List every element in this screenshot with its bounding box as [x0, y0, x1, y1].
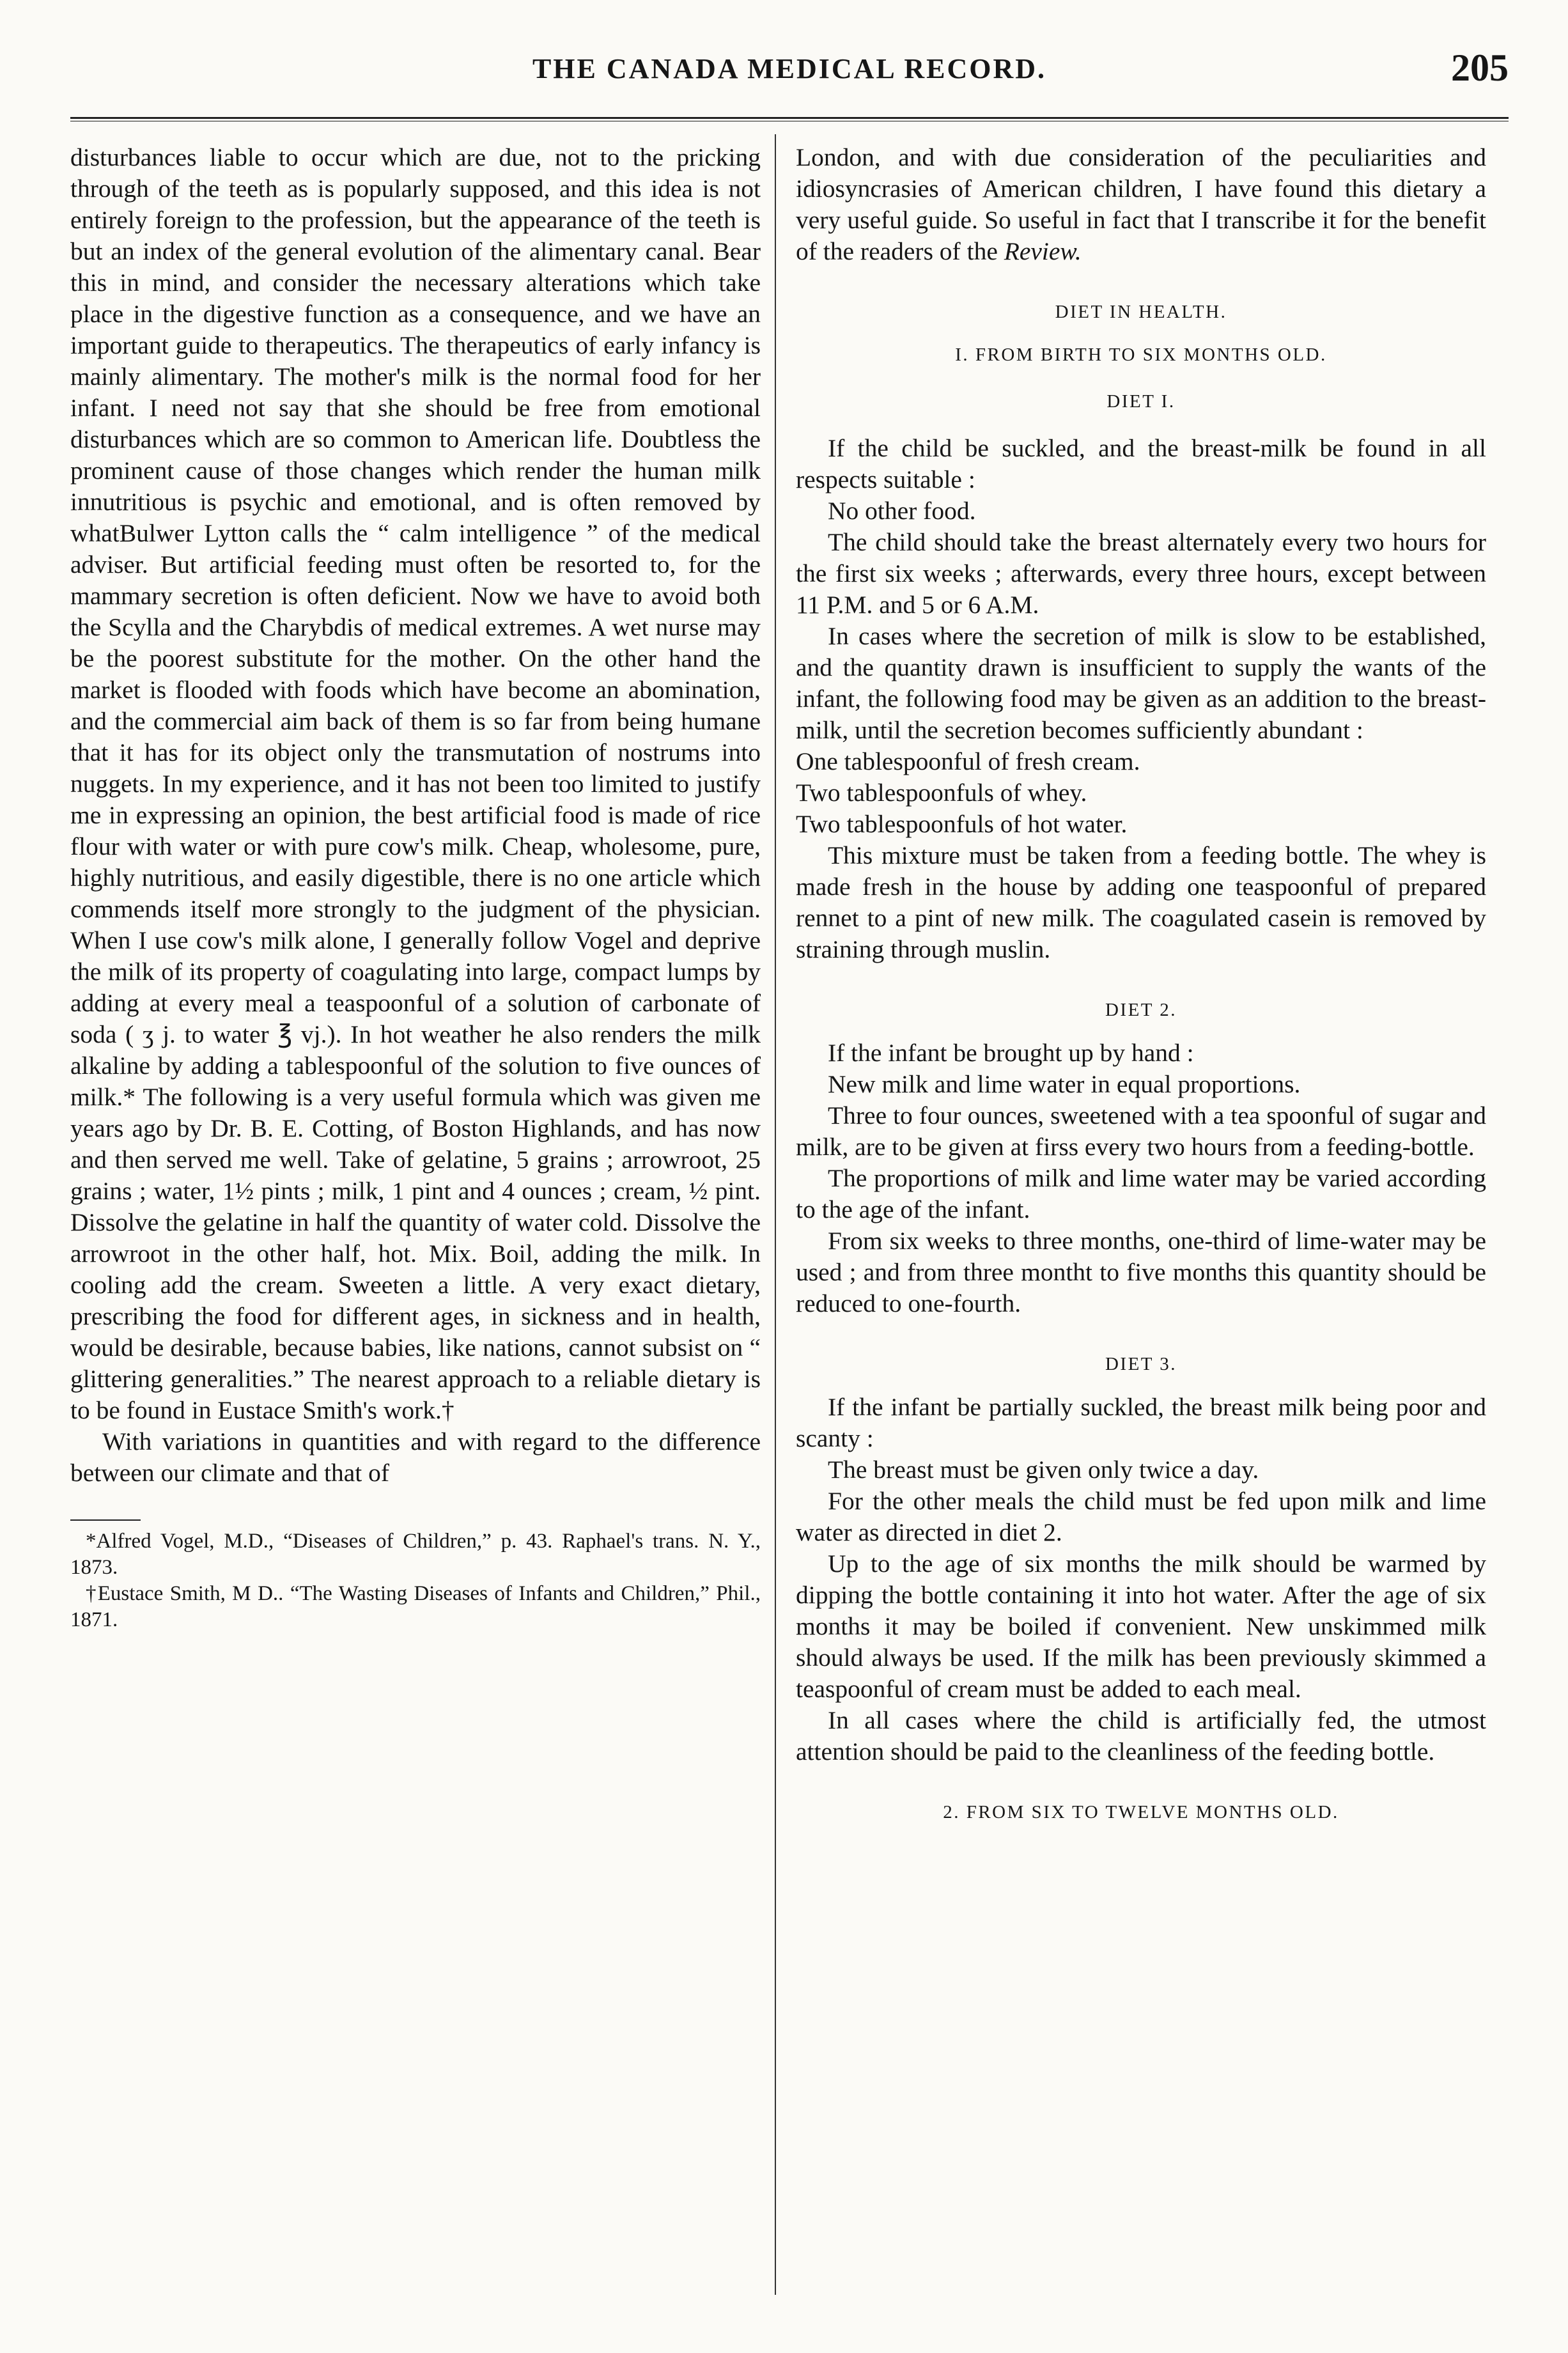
- diet-paragraph: If the infant be partially suckled, the breast milk being poor and scanty :: [796, 1393, 1486, 1452]
- ingredient-line: One tablespoonful of fresh cream.: [796, 747, 1140, 775]
- diet-paragraph: In all cases where the child is artificially fed, the utmost attention should be paid to the cleanliness of the feeding bottle.: [796, 1706, 1486, 1766]
- diet-paragraph: In cases where the secretion of milk is slow to be established, and the quantity drawn is insufficient to supply the wants of the infant, the following food may be given as an addition to the breast-milk, until the secretion becomes sufficiently abundant :: [796, 622, 1486, 744]
- footnote: †Eustace Smith, M D.. “The Wasting Diseases of Infants and Children,” Phil., 1871.: [70, 1582, 761, 1631]
- diet-paragraph: The breast must be given only twice a day.: [828, 1456, 1259, 1484]
- section-heading: DIET IN HEALTH.: [1055, 302, 1227, 322]
- subsection-heading: I. FROM BIRTH TO SIX MONTHS OLD.: [955, 345, 1327, 365]
- diet-heading: DIET 3.: [1105, 1354, 1177, 1374]
- body-paragraph: disturbances liable to occur which are due, not to the pricking through of the teeth as is popularly supposed, and this idea is not entirely foreign to the profession, but the appearance of the teeth is but an index of the general evolution of the alimentary canal. Bear this in mind, and consider the necessary alterations which take place in the digestive function as a consequence, and we have an important guide to therapeutics. The therapeutics of early infancy is mainly alimentary. The mother's milk is the normal food for her infant. I need not say that she should be free from emotional disturbances which are so common to American life. Doubtless the prominent cause of those changes which render the human milk innutritious is psychic and emotional, and is often removed by whatBulwer Lytton calls the “ calm intelligence ” of the medical adviser. But artificial feeding must often be resorted to, for the mammary secretion is often deficient. Now we have to avoid both the Scylla and the Charybdis of medical extremes. A wet nurse may be the poorest substitute for the mother. On the other hand the market is flooded with foods which have become an abomination, and the commercial aim back of them is so far from being humane that it has for its object only the transmutation of nostrums into nuggets. In my experience, and it has not been too limited to justify me in expressing an opinion, the best artificial food is made of rice flour with water or with pure cow's milk. Cheap, wholesome, pure, highly nutritious, and easily digestible, there is no one article which commends itself more strongly to the judgment of the physician. When I use cow's milk alone, I generally follow Vogel and deprive the milk of its property of coagulating into large, compact lumps by adding at every meal a teaspoonful of a solution of carbonate of soda ( ʒ j. to water ℥ vj.). In hot weather he also renders the milk alkaline by adding a tablespoonful of the solution to five ounces of milk.* The following is a very useful formula which was given me years ago by Dr. B. E. Cotting, of Boston Highlands, and has now and then served me well. Take of gelatine, 5 grains ; arrowroot, 25 grains ; water, 1½ pints ; milk, 1 pint and 4 ounces ; cream, ½ pint. Dissolve the gelatine in half the quantity of water cold. Dissolve the arrowroot in the other half, hot. Mix. Boil, adding the milk. In cooling add the cream. Sweeten a little. A very exact dietary, prescribing the food for different ages, in sickness and in health, would be desirable, because babies, like nations, cannot subsist on “ glittering generalities.” The nearest approach to a reliable dietary is to be found in Eustace Smith's work.†: [70, 143, 761, 1424]
- subsection-heading: 2. FROM SIX TO TWELVE MONTHS OLD.: [943, 1802, 1339, 1822]
- diet-paragraph: From six weeks to three months, one-third of lime-water may be used ; and from three montht to five months this quantity should be reduced to one-fourth.: [796, 1227, 1486, 1317]
- diet-paragraph: New milk and lime water in equal proportions.: [828, 1070, 1301, 1098]
- header-rule: [70, 117, 1509, 121]
- diet-heading: DIET I.: [1106, 391, 1176, 412]
- diet-paragraph: If the infant be brought up by hand :: [828, 1039, 1194, 1067]
- diet-heading: DIET 2.: [1105, 1000, 1177, 1020]
- body-paragraph: With variations in quantities and with regard to the difference between our climate and that of: [70, 1427, 761, 1487]
- diet-paragraph: Three to four ounces, sweetened with a tea spoonful of sugar and milk, are to be given at firss every two hours from a feeding-bottle.: [796, 1101, 1486, 1161]
- left-column: [70, 142, 761, 1633]
- diet-paragraph: No other food.: [828, 497, 976, 525]
- footnote-rule: [70, 1519, 141, 1521]
- diet-paragraph: For the other meals the child must be fed upon milk and lime water as directed in diet 2.: [796, 1487, 1486, 1546]
- running-title: THE CANADA MEDICAL RECORD.: [532, 53, 1047, 84]
- page-header: [70, 46, 1509, 104]
- diet-paragraph: Up to the age of six months the milk should be warmed by dipping the bottle containing it into hot water. After the age of six months it may be boiled if convenient. New unskimmed milk should always be used. If the milk has been previously skimmed a teaspoonful of cream must be added to each meal.: [796, 1549, 1486, 1703]
- intro-paragraph: [796, 142, 1486, 267]
- diet-paragraph: This mixture must be taken from a feeding bottle. The whey is made fresh in the house by adding one teaspoonful of prepared rennet to a pint of new milk. The coagulated casein is removed by straining through muslin.: [796, 841, 1486, 963]
- column-divider: [775, 134, 776, 2295]
- ingredient-line: Two tablespoonfuls of hot water.: [796, 810, 1128, 838]
- intro-text: London, and with due consideration of the peculiarities and idiosyncrasies of American children, I have found this dietary a very useful guide. So useful in fact that I transcribe it for the benefit of the readers of the: [796, 143, 1486, 265]
- ingredient-line: Two tablespoonfuls of whey.: [796, 779, 1087, 807]
- footnotes: [70, 1528, 761, 1633]
- diet-paragraph: The proportions of milk and lime water may be varied according to the age of the infant.: [796, 1164, 1486, 1223]
- diet-paragraph: If the child be suckled, and the breast-milk be found in all respects suitable :: [796, 434, 1486, 493]
- journal-name: Review.: [1004, 237, 1082, 265]
- diet-paragraph: The child should take the breast alternately every two hours for the first six weeks ; afterwards, every three hours, except between 11 P.M. and 5 or 6 A.M.: [796, 528, 1486, 619]
- page-number: 205: [1451, 47, 1509, 89]
- right-column: [796, 142, 1486, 1840]
- footnote: *Alfred Vogel, M.D., “Diseases of Children,” p. 43. Raphael's trans. N. Y., 1873.: [70, 1530, 761, 1579]
